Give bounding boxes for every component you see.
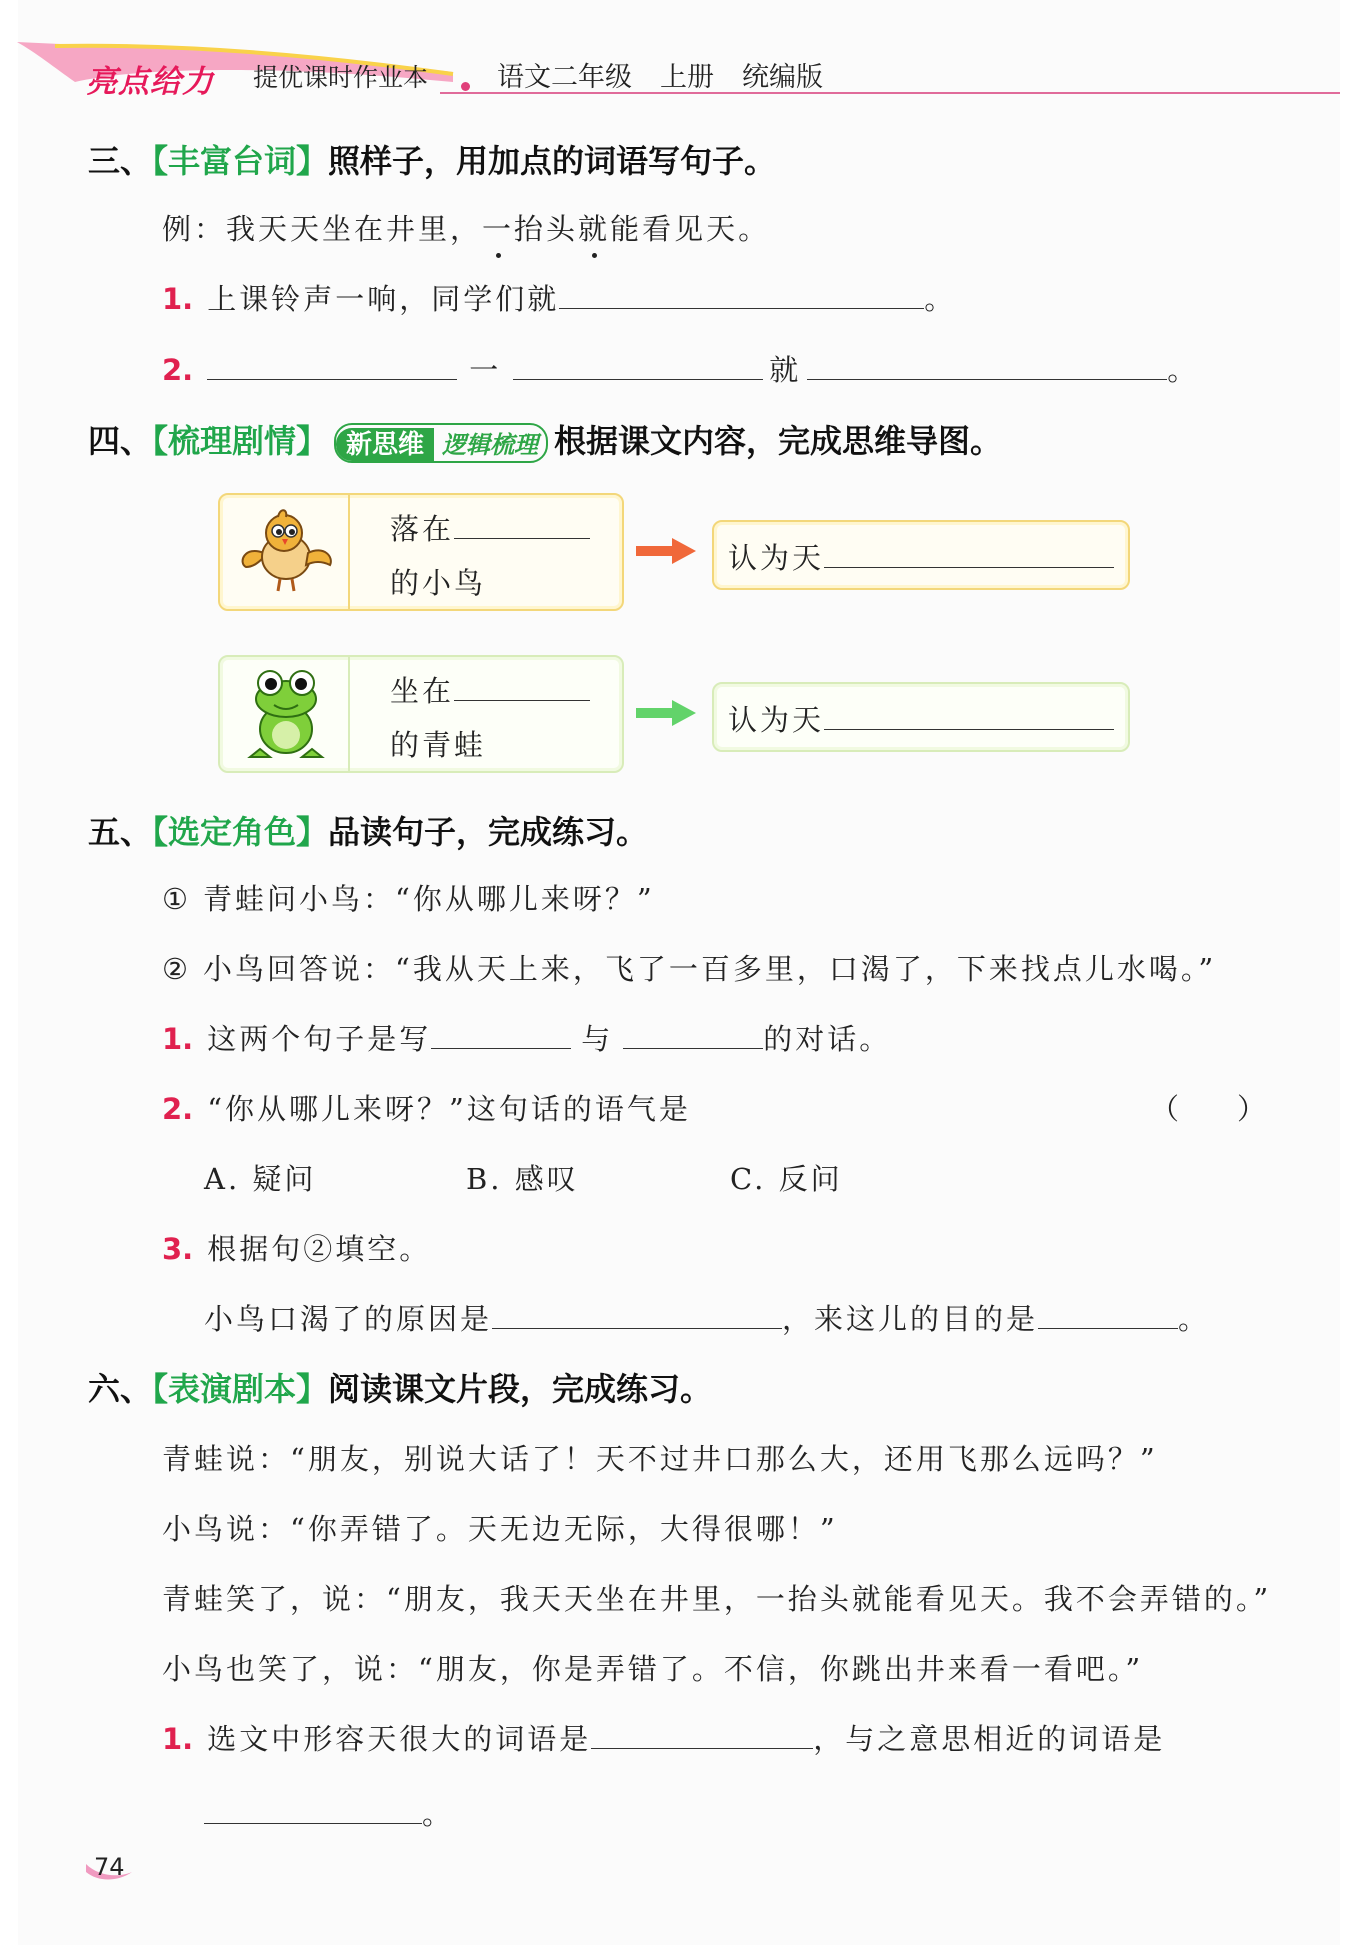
bird-source-box [218, 493, 624, 611]
answer-blank[interactable] [513, 353, 763, 380]
answer-paren[interactable]: （ ） [1150, 1092, 1267, 1126]
section-5-title: 品读句子，完成练习。 [328, 813, 649, 851]
frog-icon [240, 665, 332, 761]
section-6-question-1: 1. 选文中形容天很大的词语是 ，与之意思相近的词语是 [162, 1722, 1166, 1756]
answer-blank[interactable] [623, 1022, 763, 1049]
bird-line-2: 的小鸟 [390, 566, 487, 600]
bird-line-1: 落在 [390, 512, 455, 546]
header-dot [461, 82, 470, 91]
section-5-question-3: 3. 根据句②填空。 [162, 1232, 432, 1266]
section-5-question-1: 1. 这两个句子是写 与 的对话。 [162, 1022, 892, 1056]
frog-result-label: 认为天 [728, 703, 825, 737]
answer-blank[interactable] [807, 353, 1167, 380]
subject-grade: 语文二年级 [497, 62, 632, 93]
section-6-question-1-cont: 。 [204, 1792, 454, 1833]
section-3-question-2: 2. 一 就 。 [162, 353, 1200, 387]
edition: 统编版 [742, 62, 823, 93]
brand-logo: 亮点给力 [86, 64, 214, 100]
frog-line-2: 的青蛙 [390, 728, 487, 762]
frog-source-box [218, 655, 624, 773]
section-4-heading: 四、【梳理剧情】 新思维 逻辑梳理 根据课文内容，完成思维导图。 [88, 416, 1002, 463]
bird-arrow-icon [636, 538, 696, 564]
frog-arrow-icon [636, 700, 696, 726]
emphasis-dot-word: 就 [578, 212, 611, 246]
answer-blank[interactable] [1038, 1302, 1178, 1329]
section-4-title: 根据课文内容，完成思维导图。 [554, 422, 1003, 460]
passage-line-2: 小鸟说：“你弄错了。天无边无际，大得很哪！” [162, 1512, 838, 1546]
option-b[interactable]: B. 感叹 [466, 1162, 579, 1196]
answer-blank[interactable] [591, 1722, 813, 1749]
answer-blank[interactable] [824, 703, 1114, 730]
passage-line-4: 小鸟也笑了，说：“朋友，你是弄错了。不信，你跳出井来看一看吧。” [162, 1652, 1144, 1686]
section-4-tag: 【梳理剧情】 [152, 422, 329, 460]
section-6-tag: 【表演剧本】 [152, 1370, 329, 1408]
answer-blank[interactable] [454, 674, 590, 701]
option-c[interactable]: C. 反问 [730, 1162, 843, 1196]
section-5-question-3-fill: 小鸟口渴了的原因是 ，来这儿的目的是 。 [204, 1302, 1211, 1336]
section-6-heading: 六、【表演剧本】阅读课文片段，完成练习。 [88, 1370, 713, 1408]
bird-result-label: 认为天 [728, 541, 825, 575]
emphasis-dot-word: 一 [482, 212, 515, 246]
section-3-heading: 三、【丰富台词】照样子，用加点的词语写句子。 [88, 142, 777, 180]
book-info [497, 55, 851, 94]
answer-blank[interactable] [824, 541, 1114, 568]
section-5-question-2: 2. “你从哪儿来呀？”这句话的语气是 [162, 1092, 691, 1126]
section-5-heading: 五、【选定角色】品读句子，完成练习。 [88, 813, 649, 851]
option-a[interactable]: A. 疑问 [204, 1162, 317, 1196]
section-3-tag: 【丰富台词】 [152, 142, 329, 180]
new-thinking-badge: 新思维 逻辑梳理 [334, 423, 548, 463]
answer-blank[interactable] [454, 512, 590, 539]
sentence-2: ② 小鸟回答说：“我从天上来，飞了一百多里，口渴了，下来找点儿水喝。” [162, 952, 1217, 986]
sentence-1: ① 青蛙问小鸟：“你从哪儿来呀？” [162, 882, 655, 916]
page-number: 74 [94, 1853, 125, 1881]
answer-blank[interactable] [492, 1302, 782, 1329]
bird-icon [234, 505, 338, 597]
frog-result-box [712, 682, 1130, 752]
answer-blank[interactable] [431, 1022, 571, 1049]
frog-line-1: 坐在 [390, 674, 455, 708]
section-3-question-1: 1. 上课铃声一响，同学们就 。 [162, 282, 957, 316]
section-3-example: 例：我天天坐在井里，一抬头就能看见天。 [162, 212, 771, 246]
answer-blank[interactable] [204, 1797, 422, 1824]
section-5-tag: 【选定角色】 [152, 813, 329, 851]
answer-blank[interactable] [207, 353, 457, 380]
answer-blank[interactable] [559, 282, 924, 309]
bird-result-box [712, 520, 1130, 590]
section-6-title: 阅读课文片段，完成练习。 [328, 1370, 713, 1408]
book-series: 提优课时作业本 [253, 63, 429, 92]
passage-line-1: 青蛙说：“朋友，别说大话了！天不过井口那么大，还用飞那么远吗？” [162, 1442, 1158, 1476]
passage-line-3: 青蛙笑了，说：“朋友，我天天坐在井里，一抬头就能看见天。我不会弄错的。” [162, 1582, 1272, 1616]
volume: 上册 [660, 62, 714, 93]
section-3-title: 照样子，用加点的词语写句子。 [328, 142, 777, 180]
